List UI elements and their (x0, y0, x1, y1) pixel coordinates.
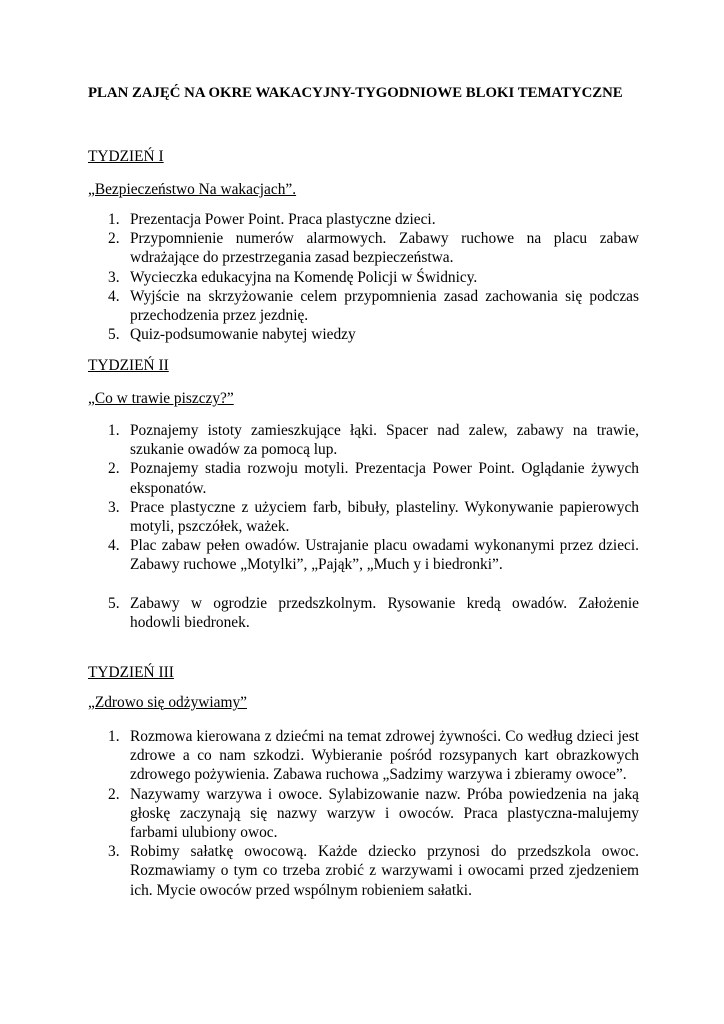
item-text: Zabawy w ogrodzie przedszkolnym. Rysowanie kredą owadów. Założenie hodowli biedronek. (130, 594, 639, 631)
item-number: 1. (108, 728, 120, 745)
item-number: 3. (108, 498, 120, 516)
item-text: Prezentacja Power Point. Praca plastyczne dzieci. (130, 211, 436, 228)
list-item (88, 498, 639, 536)
item-text: Poznajemy istoty zamieszkujące łąki. Spacer nad zalew, zabawy na trawie, szukanie owadów za pomocą lup. (130, 422, 639, 459)
week-2-list (88, 421, 639, 632)
list-item (88, 536, 639, 574)
list-item (88, 325, 639, 344)
list-item (88, 229, 639, 267)
item-text: Wycieczka edukacyjna na Komendę Policji w Świdnicy. (130, 268, 478, 286)
week-2-theme: „Co w trawie piszczy?” (88, 390, 234, 407)
item-number: 1. (108, 422, 120, 439)
item-number: 3. (108, 268, 120, 286)
item-text: Poznajemy stadia rozwoju motyli. Prezentacja Power Point. Oglądanie żywych eksponatów. (130, 460, 639, 497)
week-1-list (88, 210, 639, 344)
document-title: PLAN ZAJĘĆ NA OKRE WAKACYJNY-TYGODNIOWE BLOKI TEMATYCZNE (88, 85, 623, 101)
item-text: Wyjście na skrzyżowanie celem przypomnienia zasad zachowania się podczas przechodzenia przez jezdnię. (130, 287, 639, 325)
item-number: 2. (108, 460, 120, 478)
list-item (88, 421, 639, 459)
item-number: 3. (108, 843, 120, 861)
item-number: 2. (108, 785, 120, 803)
item-text: Plac zabaw pełen owadów. Ustrajanie placu owadami wykonanymi przez dzieci. Zabawy ruchowe „Motylki”, „Pająk”, „Much y i biedronki”. (130, 537, 639, 574)
list-item (88, 268, 639, 287)
week-3-theme: „Zdrowo się odżywiamy” (88, 694, 247, 711)
list-item (88, 594, 639, 632)
week-1-theme: „Bezpieczeństwo Na wakacjach”. (88, 181, 297, 198)
item-number: 5. (108, 594, 120, 612)
list-item (88, 210, 639, 229)
item-number: 5. (108, 326, 120, 344)
item-text: Nazywamy warzywa i owoce. Sylabizowanie nazw. Próba powiedzenia na jaką głoskę zaczynają się nazwy warzyw i owoców. Praca plastyczna-malujemy farbami ulubiony owoc. (130, 785, 639, 842)
item-text: Rozmowa kierowana z dziećmi na temat zdrowej żywności. Co według dzieci jest zdrowe a co nam szkodzi. Wybieranie pośród rozsypanych kart obrazkowych zdrowego pożywienia. Zabawa ruchowa „Sadzimy warzywa i zbieramy owoce”. (130, 728, 639, 784)
item-number: 1. (108, 211, 120, 228)
item-number: 2. (108, 230, 120, 248)
item-text: Prace plastyczne z użyciem farb, bibuły, plasteliny. Wykonywanie papierowych motyli, pszczółek, ważek. (130, 498, 639, 536)
week-1-heading: TYDZIEŃ I (88, 148, 164, 165)
week-3-heading: TYDZIEŃ III (88, 664, 174, 681)
item-text: Przypomnienie numerów alarmowych. Zabawy ruchowe na placu zabaw wdrażające do przestrzegania zasad bezpieczeństwa. (130, 230, 639, 267)
item-text: Robimy sałatkę owocową. Każde dziecko przynosi do przedszkola owoc. Rozmawiamy o tym co trzeba zrobić z warzywami i owocami przed zjedzeniem ich. Mycie owoców przed wspólnym robieniem sałatki. (130, 843, 639, 899)
item-text: Quiz-podsumowanie nabytej wiedzy (130, 326, 356, 344)
item-number: 4. (108, 287, 120, 305)
week-2-heading: TYDZIEŃ II (88, 357, 169, 374)
list-item (88, 727, 639, 785)
list-item (88, 459, 639, 497)
list-item (88, 785, 639, 843)
week-3-list (88, 727, 639, 900)
list-item (88, 287, 639, 325)
list-item (88, 842, 639, 900)
item-number: 4. (108, 537, 120, 555)
